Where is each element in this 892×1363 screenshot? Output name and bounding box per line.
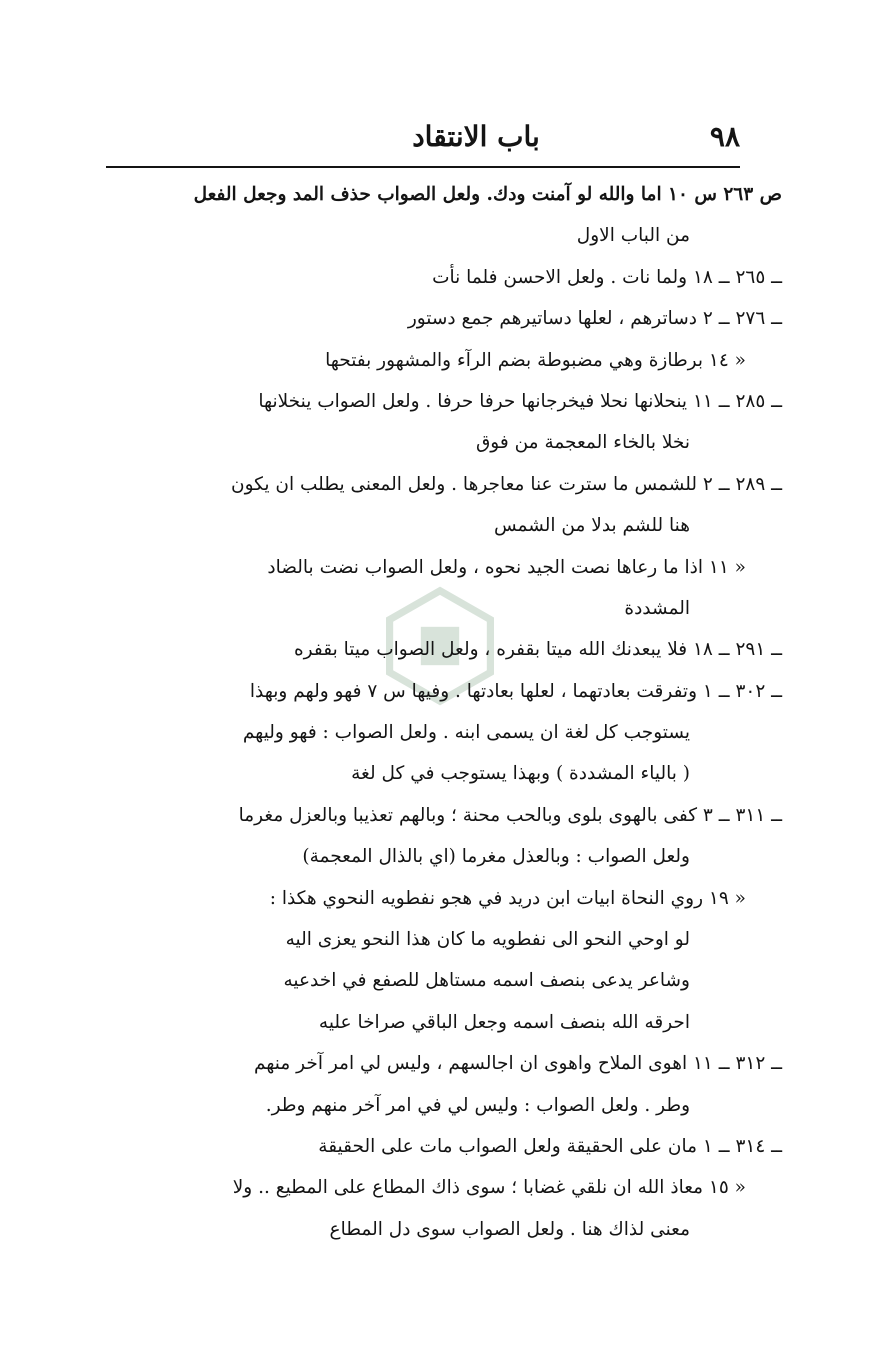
text-line: « ١٩ روي النحاة ابيات ابن دريد في هجو نفطويه النحوي هكذا : bbox=[269, 887, 746, 909]
text-line: ــ ٢٩١ ــ ١٨ فلا يبعدنك الله ميتا بقفره ، ولعل الصواب ميتا بقفره bbox=[293, 639, 782, 661]
text-line: ــ ٣٠٢ ــ ١ وتفرقت بعادتهما ، لعلها بعادتها . وفيها س ٧ فهو ولهم وبهذا bbox=[249, 680, 782, 702]
text-line: « ١١ اذا ما رعاها نصت الجيد نحوه ، ولعل الصواب نضت بالضاد bbox=[267, 556, 746, 578]
text-line: يستوجب كل لغة ان يسمى ابنه . ولعل الصواب : فهو وليهم bbox=[242, 722, 690, 744]
text-line: ولعل الصواب : وبالعذل مغرما (اي بالذال المعجمة) bbox=[302, 846, 690, 868]
text-line: ــ ٢٨٥ ــ ١١ ينحلانها نحلا فيخرجانها حرفا حرفا . ولعل الصواب ينخلانها bbox=[258, 390, 782, 412]
text-line: معنى لذاك هنا . ولعل الصواب سوى دل المطاع bbox=[329, 1218, 690, 1240]
page-number: ٩٨ bbox=[709, 120, 740, 153]
text-line: نخلا بالخاء المعجمة من فوق bbox=[475, 432, 690, 454]
text-line: ( بالياء المشددة ) وبهذا يستوجب في كل لغة bbox=[351, 763, 690, 785]
running-title: باب الانتقاد bbox=[412, 120, 540, 153]
text-line: هنا للشم بدلا من الشمس bbox=[493, 515, 690, 537]
text-line: وطر . ولعل الصواب : وليس لي في امر آخر منهم وطر. bbox=[265, 1094, 690, 1116]
text-line: المشددة bbox=[624, 597, 690, 619]
page-header bbox=[106, 120, 740, 160]
text-line: ص ٢٦٣ س ١٠ اما والله لو آمنت ودك. ولعل الصواب حذف المد وجعل الفعل bbox=[193, 184, 782, 205]
text-line: من الباب الاول bbox=[576, 225, 690, 247]
corrections-list bbox=[102, 174, 782, 1250]
header-rule bbox=[106, 166, 740, 168]
text-line: ــ ٣١٤ ــ ١ مان على الحقيقة ولعل الصواب مات على الحقيقة bbox=[318, 1135, 782, 1157]
text-line: ــ ٣١٢ ــ ١١ اهوى الملاح واهوى ان اجالسهم ، وليس لي امر آخر منهم bbox=[253, 1053, 782, 1075]
text-line: ــ ٢٦٥ ــ ١٨ ولما نات . ولعل الاحسن فلما نأت bbox=[432, 266, 782, 288]
text-line: ــ ٣١١ ــ ٣ كفى بالهوى بلوى وبالحب محنة ؛ وبالهم تعذيبا وبالعزل مغرما bbox=[238, 804, 782, 826]
text-line: ــ ٢٧٦ ــ ٢ دساترهم ، لعلها دساتيرهم جمع دستور bbox=[407, 308, 782, 330]
text-line: احرقه الله بنصف اسمه وجعل الباقي صراخا عليه bbox=[318, 1011, 690, 1033]
text-line: ــ ٢٨٩ ــ ٢ للشمس ما سترت عنا معاجرها . ولعل المعنى يطلب ان يكون bbox=[231, 473, 782, 495]
text-line: لو اوحي النحو الى نفطويه ما كان هذا النحو يعزى اليه bbox=[285, 929, 690, 951]
text-line: وشاعر يدعى بنصف اسمه مستاهل للصفع في اخدعيه bbox=[283, 970, 690, 992]
text-line: « ١٤ برطازة وهي مضبوطة بضم الرآء والمشهور بفتحها bbox=[325, 349, 746, 371]
text-line: « ١٥ معاذ الله ان نلقي غضابا ؛ سوى ذاك المطاع على المطيع .. ولا bbox=[232, 1177, 746, 1199]
